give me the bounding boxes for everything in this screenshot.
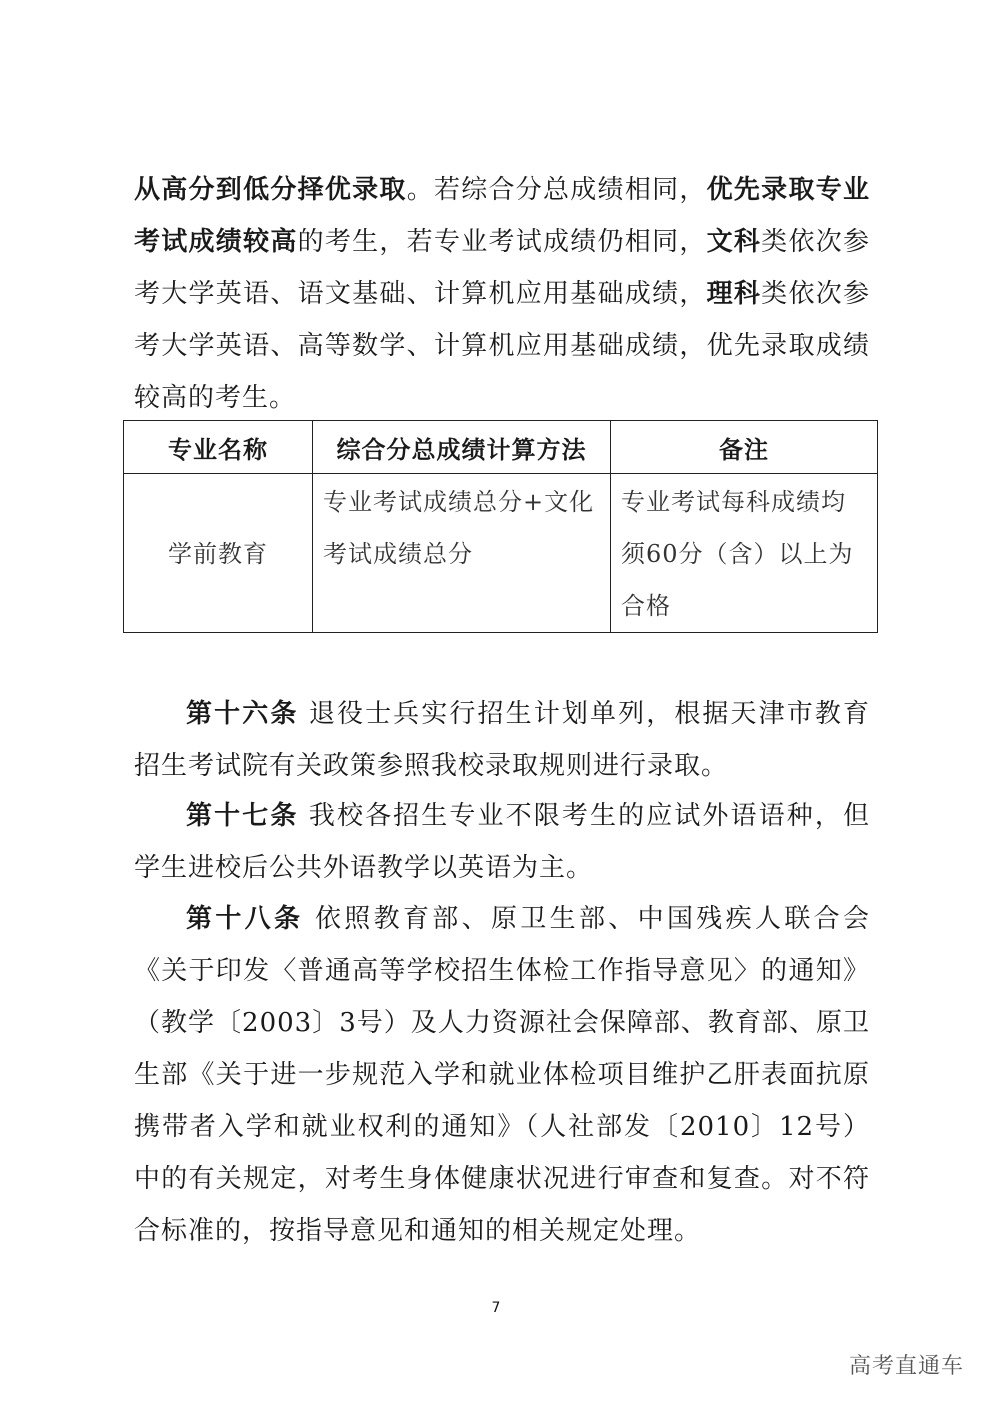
page-number: 7 [491,1300,501,1316]
admission-score-table [123,420,878,633]
table-cell-major: 学前教育 [124,474,313,633]
article-17-paragraph [134,790,870,894]
table-cell-method: 专业考试成绩总分+文化考试成绩总分 [313,474,611,633]
article-17 [134,790,870,894]
article-18-paragraph [134,893,870,1257]
intro-paragraph-block [134,164,870,424]
article-18-title: 第十八条 [186,904,304,934]
table-header-method: 综合分总成绩计算方法 [313,421,611,474]
intro-bold-3: 文科 [706,227,762,257]
article-17-text: 我校各招生专业不限考生的应试外语语种，但学生进校后公共外语教学以英语为主。 [134,801,870,883]
intro-text-4: 类依次参考大学英语、高等数学、计算机应用基础成绩，优先录取成绩较高的考生。 [134,279,870,413]
article-16-text: 退役士兵实行招生计划单列，根据天津市教育招生考试院有关政策参照我校录取规则进行录取。 [134,699,870,781]
table-row [124,474,878,633]
watermark-text: 高考直通车 [848,1354,964,1379]
intro-text-2: 的考生，若专业考试成绩仍相同， [297,227,707,257]
article-16 [134,688,870,792]
intro-bold-4: 理科 [706,279,762,309]
table-header-note: 备注 [611,421,878,474]
intro-bold-1: 从高分到低分择优录取 [134,175,407,205]
article-16-title: 第十六条 [186,699,299,729]
intro-paragraph [134,164,870,424]
intro-text-3: 类依次参考大学英语、语文基础、计算机应用基础成绩， [134,227,870,309]
article-18 [134,893,870,1257]
table-header-major: 专业名称 [124,421,313,474]
intro-text-1: 。若综合分总成绩相同， [406,175,707,205]
article-16-paragraph [134,688,870,792]
article-17-title: 第十七条 [186,801,299,831]
intro-bold-2: 优先录取专业考试成绩较高 [134,175,870,257]
article-18-text: 依照教育部、原卫生部、中国残疾人联合会《关于印发〈普通高等学校招生体检工作指导意见〉的通知》（教学〔2003〕3号）及人力资源社会保障部、教育部、原卫生部《关于进一步规范入学和就业体检项目维护乙肝表面抗原携带者入学和就业权利的通知》（人社部发〔2010〕12号）中的有关规定，对考生身体健康状况进行审查和复查。对不符合标准的，按指导意见和通知的相关规定处理。 [134,904,870,1246]
table-header-row [124,421,878,474]
table-cell-note: 专业考试每科成绩均须60分（含）以上为合格 [611,474,878,633]
